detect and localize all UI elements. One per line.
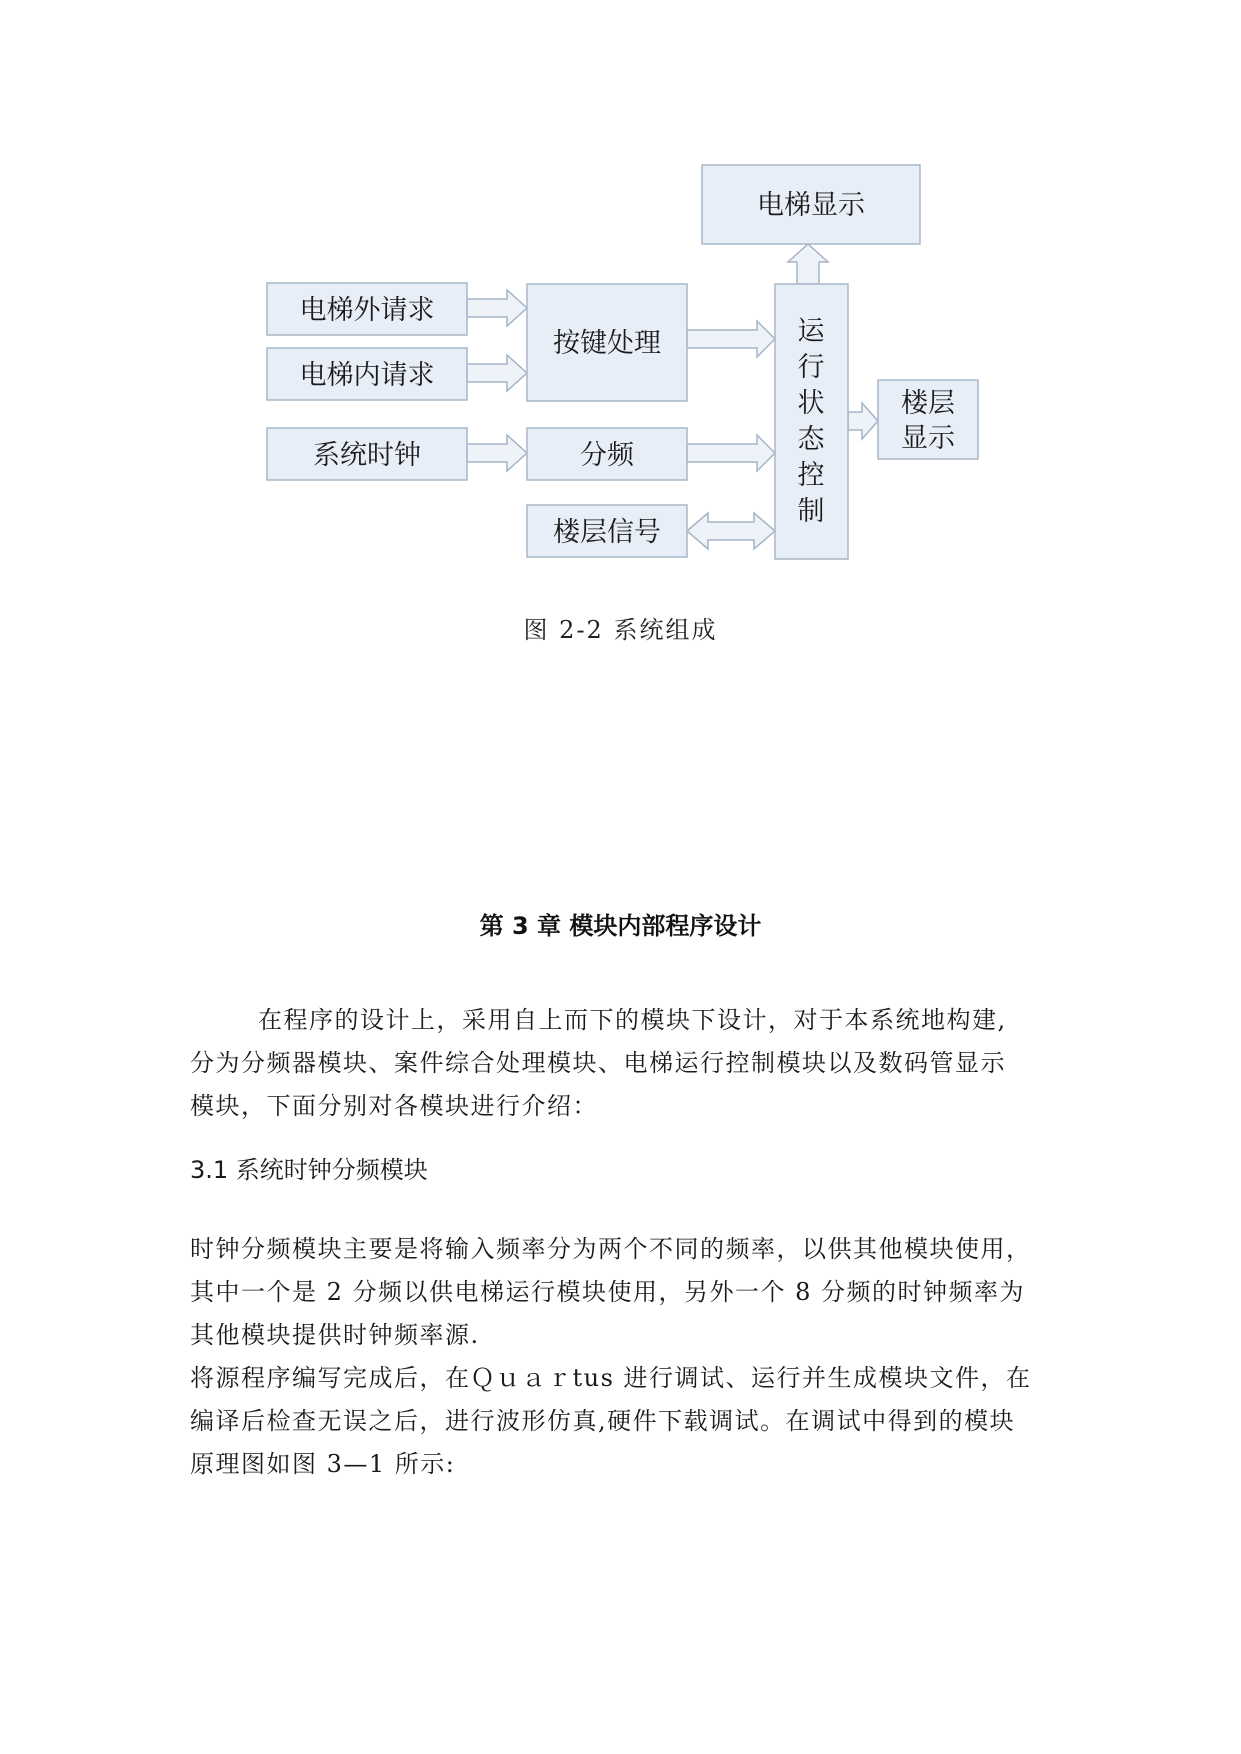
body-line-6: 原理图如图 3—1 所示: <box>190 1450 456 1478</box>
label-floor-signal: 楼层信号 <box>553 517 661 548</box>
intro-line-1: 在程序的设计上，采用自上而下的模块下设计，对于本系统地构建, <box>258 1006 1007 1034</box>
arrow-floor-signal-control <box>687 513 775 549</box>
intro-line-3: 模块，下面分别对各模块进行介绍： <box>190 1092 598 1120</box>
arrow-inner-to-key <box>467 355 527 391</box>
label-divider: 分频 <box>580 440 634 471</box>
arrow-key-to-control <box>687 321 775 357</box>
label-state-control-2: 行 <box>797 352 825 383</box>
body-line-3: 其他模块提供时钟频率源. <box>190 1321 480 1349</box>
arrow-control-to-floor-display <box>848 403 878 439</box>
arrow-divider-to-control <box>687 435 775 471</box>
intro-paragraph <box>190 999 1050 1128</box>
label-state-control-1: 运 <box>797 316 825 347</box>
chapter-title: 第 3 章 模块内部程序设计 <box>479 912 762 940</box>
label-state-control-3: 状 <box>797 388 825 419</box>
label-state-control-5: 控 <box>797 460 825 491</box>
system-diagram <box>0 0 1241 600</box>
body-line-5: 编译后检查无误之后，进行波形仿真,硬件下载调试。在调试中得到的模块 <box>190 1407 1016 1435</box>
body-paragraph <box>190 1228 1050 1486</box>
body-line-2: 其中一个是 2 分频以供电梯运行模块使用，另外一个 8 分频的时钟频率为 <box>190 1278 1026 1306</box>
label-system-clock: 系统时钟 <box>313 440 421 471</box>
body-line-1: 时钟分频模块主要是将输入频率分为两个不同的频率，以供其他模块使用， <box>190 1235 1032 1263</box>
label-floor-display-1: 楼层 <box>901 388 955 419</box>
arrow-clock-to-divider <box>467 435 527 471</box>
label-floor-display-2: 显示 <box>901 423 955 454</box>
label-state-control-4: 态 <box>797 424 825 455</box>
figure-caption: 图 2-2 系统组成 <box>523 616 718 644</box>
label-elevator-display: 电梯显示 <box>757 190 865 221</box>
body-line-4: 将源程序编写完成后，在Ｑｕａｒtus 进行调试、运行并生成模块文件，在 <box>190 1364 1032 1392</box>
arrow-outer-to-key <box>467 290 527 326</box>
label-outer-request: 电梯外请求 <box>299 295 435 326</box>
label-state-control-6: 制 <box>797 496 825 527</box>
arrow-control-to-display <box>788 244 828 284</box>
intro-line-2: 分为分频器模块、案件综合处理模块、电梯运行控制模块以及数码管显示 <box>190 1049 1006 1077</box>
section-title: 3.1 系统时钟分频模块 <box>190 1156 428 1184</box>
label-key-process: 按键处理 <box>553 328 661 359</box>
label-inner-request: 电梯内请求 <box>299 360 435 391</box>
